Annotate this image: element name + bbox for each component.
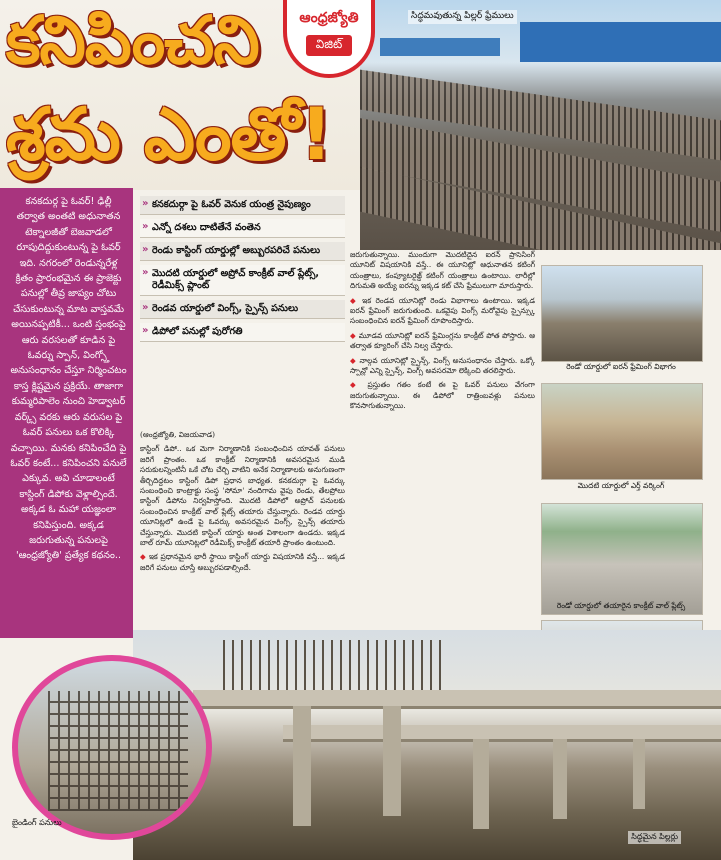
photo-wall-plates xyxy=(541,503,703,615)
article-column-1 xyxy=(140,430,345,635)
circle-photo-binding xyxy=(12,655,212,840)
bullet-icon: ◆ xyxy=(350,380,368,390)
paragraph: నాల్గవ యూనిట్లో స్పైన్స్, వింగ్స్ అనుసంధానం చేస్తారు. ఒక్కో స్పాన్లో ఎన్ని స్పైన్స్, వింగ్స్ అవసరమో లెక్కించి తరలిస్తారు. xyxy=(350,355,535,376)
logo-tag: విజిట్ xyxy=(306,35,353,56)
highlight-item: » రెండు కాస్టింగ్ యార్డుల్లో అబ్బురపరిచే పనులు xyxy=(140,242,345,261)
bullet-icon: ◆ xyxy=(140,552,149,562)
paragraph: ప్రస్తుతం గతం కంటే ఈ పై ఓవర్ పనులు వేగంగా జరుగుతున్నాయి. ఈ డిపోలో రాత్రింబవళ్లు పనులు కొనసాగుతున్నాయి. xyxy=(350,380,535,411)
headline-line-1: కనిపించని xyxy=(6,2,259,79)
bullet-icon: ◆ xyxy=(350,355,360,365)
paragraph: కాస్టింగ్ డిపో.. ఒక మెగా నిర్మాణానికి సంబంధించిన యావత్ పనులు జరిగే ప్రాంతం. ఒక కాంక్రీట్ నిర్మాణానికి అవసరమైన ముడి సరుకులన్నింటినీ ఒకే చోట చేర్చి వాటిని అనేక నిర్మాణాలకు అనుగుణంగా తీర్చిదిద్దటం కాస్టింగ్ డిపో ప్రధాన బాధ్యత. కనకదుర్గా పై ఓవర్కు సంబంధించి కాంట్రాక్టు సంస్థ 'సోమా' నందిగామ వైపు రెండు, తేలప్రోలు కాస్టింగ్ డిపోను నిర్వహిస్తోంది. మొదటి డిపోలో అప్రోచ్ పనులకు సంబంధించిన కాంక్రీట్ వాల్ ప్లేట్స్ తయారు చేస్తున్నారు. రెండవ యార్డు యూనిట్లలో ఉండే పై ఓవర్కు అవసరమైన వింగ్స్, స్పైన్స్ తయారు చేస్తున్నారు. మొదటి కాస్టింగ్ యార్డు అంత విశాలంగా ఉండదు. ఇక్కడ బాల్ రూమ్ యూనిట్లలో రెడీమిక్స్ కాంక్రీట్ తయారీ ప్రాంతం ఉంటుంది. xyxy=(140,444,345,548)
paragraph: ఇక రెండవ యూనిట్లో రెండు విభాగాలు ఉంటాయి. ఇక్కడ ఐరన్ ఫ్రేమింగ్ జరుగుతుంది. ఒకవైపు వింగ్స్ మరోవైపు స్పైన్స్కు సంబంధించిన ఐరన్ ఫ్రేమింగ్ రూపొందిస్తారు. xyxy=(350,295,535,326)
paragraph: మూడవ యూనిట్లో ఐరన్ ఫ్రేమింగ్లను కాంక్రీట్ పోత పోస్తారు. ఆ తర్వాత క్యూరింగ్ చేసి నిల్వ చేస్తారు. xyxy=(350,330,535,351)
paragraph: జరుగుతున్నాయి. ముందుగా మొదటిదైన ఐరన్ ప్రాసెసింగ్ యూనిట్ విషయానికి వస్తే.. ఈ యూనిట్లో ఆధునాతన కటింగ్ యంత్రాలు, కంప్యూటరైజ్డ్ కటింగ్ యంత్రాలు ఉంటాయి. లారీల్లో దిగుమతి అయ్యే ఐరన్ను ఇక్కడ కట్ చేసి ఫ్రేములుగా మారుస్తారు. xyxy=(350,250,535,291)
highlight-item: » మొదటి యార్డులో అప్రోచ్ కాంక్రీట్ వాల్ ప్లేట్స్, రెడీమిక్స్ ప్లాంట్ xyxy=(140,265,345,296)
highlight-item: » రెండవ యార్డులో వింగ్స్, స్పైన్స్ పనులు xyxy=(140,300,345,319)
top-photo xyxy=(360,0,721,250)
intro-text: కనకదుర్గ పై ఓవర్! ఢిల్లీ తర్వాత అంతటి అధునాతన టెక్నాలజీతో బెజవాడలో రూపుదిద్దుకుంటున్న పై ఓవర్ ఇది. నగరంలో రెండున్నరేళ్ల క్రితం ప్రారంభమైన ఈ ప్రాజెక్టు పనుల్లో తీవ్ర జాప్యం చోటు చేసుకుంటున్న మాట వాస్తవమే అయినప్పటికీ... ఒంటి స్తంభంపై ఆరు వరసలతో కూడిన పై ఓవర్ను స్పాన్, వింగ్స్తో అనుసంధానం చేస్తూ నిర్మించటం కాస్త క్లిష్టమైన ప్రక్రియే. తాజాగా కుమ్మరిపాలెం నుంచి హెడ్వాటర్ వర్క్స్ వరకు ఆరు వరుసల పై ఓవర్ పనులు ఒక కొలిక్కి వచ్చాయి. మనకు కనిపించేది పై ఓవర్ కంటే... కనిపించని పనులే ఎక్కువ. అవి చూడాలంటే కాస్టింగ్ డిపోకు వెళ్లాల్సిందే. అక్కడ ఓ మహా యజ్ఞంలా కనిపిస్తుంది. అక్కడ జరుగుతున్న పనులపై 'ఆంధ్రజ్యోతి' ప్రత్యేక కథనం.. xyxy=(10,196,127,562)
highlight-item: » డిపోలో పనుల్లో పురోగతి xyxy=(140,323,345,342)
bottom-photo-caption: సిద్ధమైన పిల్లర్లు xyxy=(628,831,681,844)
photo-caption: మొదటి యార్డులో ఎర్త్ వర్కింగ్ xyxy=(577,481,665,490)
photo-earth-work xyxy=(541,383,703,480)
circle-photo-caption: బైండింగ్ పనులు xyxy=(12,818,62,827)
intro-box xyxy=(0,188,133,638)
paragraph: ఇక ప్రధానమైన భారీ స్థాయి కాస్టింగ్ యార్డు విషయానికి వస్తే... ఇక్కడ జరిగే పనులు చూస్తే అబ్బురపడాల్సిందే. xyxy=(140,552,345,572)
photo-iron-framing xyxy=(541,265,703,362)
bullet-icon: ◆ xyxy=(350,295,363,305)
logo-brand: ఆంధ్రజ్యోతి xyxy=(299,10,359,26)
article-column-2 xyxy=(350,250,535,630)
bullet-icon: ◆ xyxy=(350,330,359,340)
highlights-list xyxy=(140,196,345,346)
highlight-item: » కనకదుర్గా పై ఓవర్ వెనుక యంత్ర నైపుణ్యం xyxy=(140,196,345,215)
headline-line-2: శ్రమ ఎంతో! xyxy=(6,92,332,176)
dateline: (ఆంధ్రజ్యోతి, విజయవాడ) xyxy=(140,430,216,439)
bottom-photo-piers xyxy=(133,630,721,860)
photo-caption: రెండో యార్డులో తయారైన కాంక్రీట్ వాల్ ప్లేట్స్ xyxy=(556,601,686,610)
highlight-item: » ఎన్నో దశలు దాటితేనే వంతెన xyxy=(140,219,345,238)
top-photo-caption: సిద్ధమవుతున్న పిల్లర్ ఫ్రేములు xyxy=(408,10,517,24)
photo-caption: రెండో యార్డులో ఐరన్ ఫ్రేమింగ్ విభాగం xyxy=(566,362,676,371)
